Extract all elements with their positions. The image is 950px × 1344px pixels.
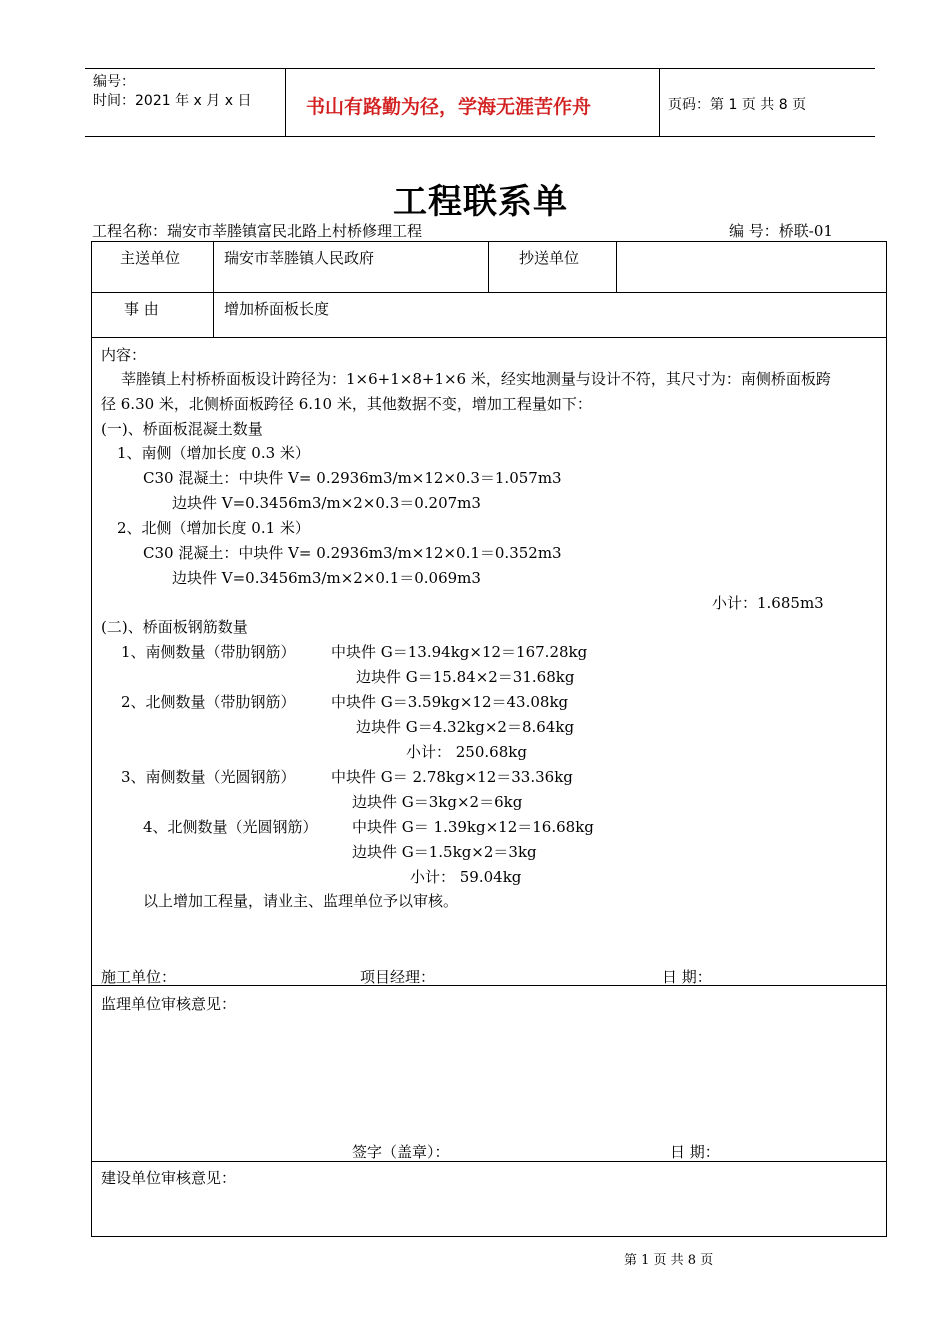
content-para-line1: 莘塍镇上村桥桥面板设计跨径为：1×6+1×8+1×6 米，经实地测量与设计不符，其尺寸为：南侧桥面板跨 (121, 370, 831, 388)
header-page-info: 页码：第 1 页 共 8 页 (668, 97, 807, 113)
header-divider-left (285, 68, 286, 136)
project-manager-label: 项目经理： (360, 968, 436, 986)
s2-item2-mid: 中块件 G＝3.59kg×12＝43.08kg (331, 693, 569, 711)
copy-unit-label: 抄送单位 (519, 249, 580, 267)
table-line-row2 (91, 337, 887, 338)
table-line-owner (91, 1161, 887, 1162)
table-line-row1 (91, 292, 887, 293)
s2-item1-heading: 1、南侧数量（带肋钢筋） (121, 643, 296, 661)
s1-item2-edge: 边块件 V=0.3456m3/m×2×0.1＝0.069m3 (172, 569, 481, 587)
contractor-date-label: 日 期： (662, 968, 712, 986)
section1-title: (一)、桥面板混凝土数量 (101, 420, 263, 438)
s1-item2-heading: 2、北侧（增加长度 0.1 米） (117, 519, 310, 537)
project-code: 编 号：桥联-01 (729, 222, 833, 240)
supervision-sign-label: 签字（盖章）： (352, 1143, 450, 1161)
s2-item3-mid: 中块件 G＝ 2.78kg×12＝33.36kg (331, 768, 573, 786)
table-line-col1 (213, 241, 214, 337)
s1-item1-edge: 边块件 V=0.3456m3/m×2×0.3＝0.207m3 (172, 494, 481, 512)
header-number-label: 编号： (93, 74, 135, 90)
s2-item1-edge: 边块件 G＝15.84×2＝31.68kg (356, 668, 575, 686)
s2-item2-heading: 2、北侧数量（带肋钢筋） (121, 693, 296, 711)
supervision-date-label: 日 期： (670, 1143, 720, 1161)
s2-subtotal2: 小计： 59.04kg (410, 868, 522, 886)
header-divider-right (659, 68, 660, 136)
header-motto: 书山有路勤为径，学海无涯苦作舟 (306, 96, 592, 118)
s1-item1-heading: 1、南侧（增加长度 0.3 米） (117, 444, 310, 462)
header-bottom-border (85, 136, 875, 137)
s2-item1-mid: 中块件 G＝13.94kg×12＝167.28kg (331, 643, 588, 661)
document-title: 工程联系单 (393, 182, 568, 222)
header-top-border (85, 68, 875, 69)
table-line-supervision (91, 985, 887, 986)
page-footer: 第 1 页 共 8 页 (624, 1253, 714, 1268)
send-unit-label: 主送单位 (120, 249, 181, 267)
table-line-col3 (616, 241, 617, 292)
s2-item2-edge: 边块件 G＝4.32kg×2＝8.64kg (356, 718, 575, 736)
project-name: 工程名称：瑞安市莘塍镇富民北路上村桥修理工程 (92, 222, 423, 240)
s1-item2-mid: C30 混凝土：中块件 V= 0.2936m3/m×12×0.1＝0.352m3 (143, 544, 562, 562)
table-line-left (91, 241, 92, 1237)
s2-item3-edge: 边块件 G＝3kg×2＝6kg (352, 793, 523, 811)
table-line-col2 (488, 241, 489, 292)
s2-item3-heading: 3、南侧数量（光圆钢筋） (121, 768, 296, 786)
s1-item1-mid: C30 混凝土：中块件 V= 0.2936m3/m×12×0.3＝1.057m3 (143, 469, 562, 487)
send-unit-value: 瑞安市莘塍镇人民政府 (224, 249, 375, 267)
s2-item4-mid: 中块件 G＝ 1.39kg×12＝16.68kg (352, 818, 594, 836)
owner-opinion-label: 建设单位审核意见： (101, 1169, 237, 1187)
content-label: 内容： (101, 346, 147, 364)
supervision-opinion-label: 监理单位审核意见： (101, 995, 237, 1013)
table-line-bottom (91, 1236, 887, 1237)
content-para-line2: 径 6.30 米，北侧桥面板跨径 6.10 米，其他数据不变，增加工程量如下： (101, 395, 592, 413)
reason-label: 事 由 (124, 300, 159, 318)
s2-subtotal1: 小计： 250.68kg (406, 743, 527, 761)
reason-value: 增加桥面板长度 (224, 300, 330, 318)
s2-item4-heading: 4、北侧数量（光圆钢筋） (143, 818, 318, 836)
closing-statement: 以上增加工程量，请业主、监理单位予以审核。 (143, 892, 459, 910)
contractor-label: 施工单位： (101, 968, 177, 986)
table-line-top (91, 241, 887, 242)
s1-subtotal: 小计：1.685m3 (712, 594, 824, 612)
s2-item4-edge: 边块件 G＝1.5kg×2＝3kg (352, 843, 537, 861)
header-time-label: 时间：2021 年 x 月 x 日 (93, 93, 252, 109)
table-line-right (886, 241, 887, 1237)
section2-title: (二)、桥面板钢筋数量 (101, 618, 248, 636)
